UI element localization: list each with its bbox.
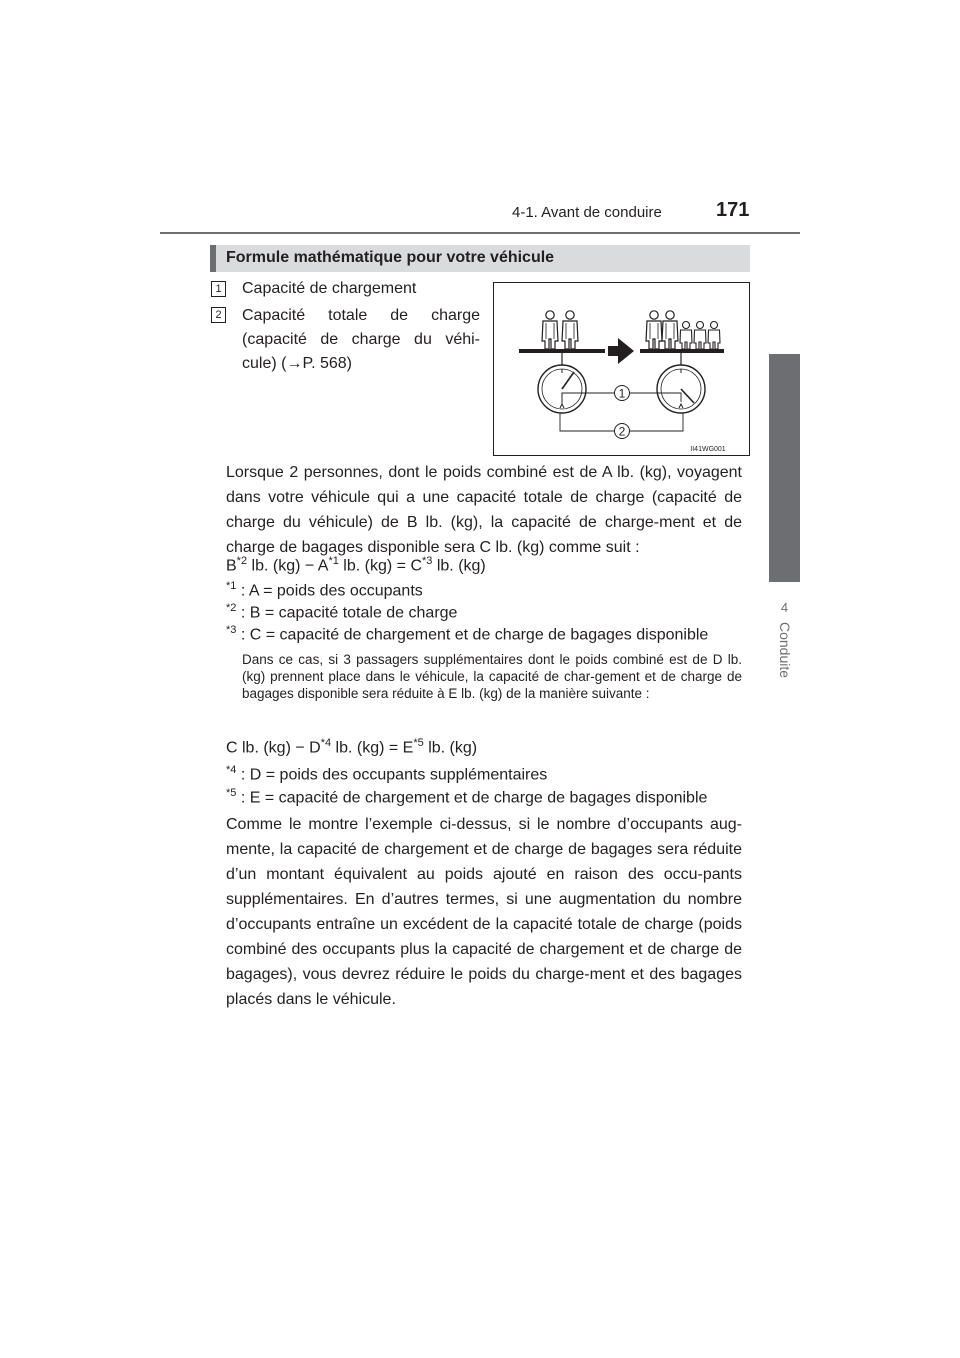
item-1-text: Capacité de chargement <box>242 280 417 297</box>
section-heading-bar <box>210 245 216 272</box>
footnote-5-text: : E = capacité de chargement et de charge de bagages disponible <box>240 789 708 807</box>
formula-2-text-1: C lb. (kg) <box>226 739 296 757</box>
callout-2-label: 2 <box>618 424 626 439</box>
note-paragraph: Dans ce cas, si 3 passagers supplémentaires dont le poids combiné est de D lb. (kg) prennent place dans le véhicule, la capacité de char-gement et de charge de bagages disponible sera réduite à E lb. (kg) de la manière suivante : <box>242 652 742 701</box>
left-scale-gauge-icon <box>538 365 586 413</box>
chapter-number: 4 <box>780 600 789 615</box>
formula-2-sup-5: *5 <box>413 737 424 749</box>
footnote-2-mark: *2 <box>226 602 237 614</box>
footnote-4 <box>226 764 547 784</box>
footnote-1-text: : A = poids des occupants <box>240 582 423 600</box>
right-platform <box>640 349 724 353</box>
formula-1-sup-1: *1 <box>328 555 339 567</box>
footnote-4-mark: *4 <box>226 764 237 776</box>
item-2-text <box>242 304 480 376</box>
right-scale-gauge-icon <box>657 365 705 413</box>
formula-2 <box>226 737 477 757</box>
load-diagram-figure <box>493 282 750 456</box>
section-heading-text: Formule mathématique pour votre véhicule <box>226 249 555 266</box>
page-number: 171 <box>716 199 750 221</box>
formula-1 <box>226 555 486 575</box>
footnote-3-mark: *3 <box>226 624 237 636</box>
two-occupants-icon <box>542 311 578 349</box>
formula-2-text-2: lb. (kg) = E <box>331 739 414 757</box>
section-heading <box>210 245 750 272</box>
formula-1-a: A <box>314 557 329 575</box>
item-2-number: 2 <box>211 307 226 323</box>
formula-1-sup-2: *2 <box>236 555 248 567</box>
formula-2-sup-4: *4 <box>320 737 332 749</box>
formula-2-d: D <box>304 739 321 757</box>
formula-1-b: B <box>226 557 237 575</box>
arrow-right-icon <box>608 338 634 364</box>
formula-1-minus: − <box>304 557 315 575</box>
footnote-1 <box>226 580 423 600</box>
footnote-5 <box>226 787 707 807</box>
chapter-tab <box>769 354 800 582</box>
header-rule <box>160 232 800 234</box>
footnote-2 <box>226 602 457 622</box>
item-2-line-2: (capacité de charge du véhi- <box>242 331 480 348</box>
figure-code: II41WG001 <box>690 446 726 453</box>
paragraph-2: Comme le montre l’exemple ci-dessus, si le nombre d’occupants aug-mente, la capacité de chargement et de charge de bagages sera réduite d’un montant équivalent au poids ajouté en raison des occu-pants supplémentaires. En d’autres termes, si une augmentation du nombre d’occupants entraîne un excédent de la capacité totale de charge (poids combiné des occupants plus la capacité de chargement et de charge de bagages), vous devrez réduire le poids du charge-ment et des bagages placés dans le véhicule. <box>226 816 742 1008</box>
item-2-line-1: Capacité totale de charge <box>242 307 480 324</box>
header-section-title: 4-1. Avant de conduire <box>512 204 662 221</box>
footnote-3-text: : C = capacité de chargement et de charge de bagages disponible <box>240 626 709 644</box>
formula-2-text-3: lb. (kg) <box>423 739 478 757</box>
five-occupants-icon <box>646 311 720 349</box>
footnote-5-mark: *5 <box>226 787 237 799</box>
formula-2-minus: − <box>295 739 305 757</box>
footnote-3 <box>226 624 708 644</box>
chapter-label <box>766 618 804 682</box>
formula-1-text-2: lb. (kg) = C <box>338 557 422 575</box>
formula-1-text-3: lb. (kg) <box>432 557 486 575</box>
paragraph-1: Lorsque 2 personnes, dont le poids combiné est de A lb. (kg), voyagent dans votre véhicule qui a une capacité totale de charge (capacité de charge du véhicule) de B lb. (kg), la capacité de charge-ment et de charge de bagages disponible sera C lb. (kg) comme suit : <box>226 464 742 556</box>
footnote-1-mark: *1 <box>226 580 237 592</box>
item-2-line-3: cule) (→P. 568) <box>242 355 352 372</box>
load-diagram <box>494 283 749 455</box>
item-1-number: 1 <box>211 281 226 297</box>
formula-1-text-1: lb. (kg) <box>247 557 305 575</box>
callout-1-label: 1 <box>618 386 626 401</box>
chapter-label-text: Conduite <box>777 621 793 679</box>
formula-1-sup-3: *3 <box>422 555 433 567</box>
footnote-2-text: : B = capacité totale de charge <box>240 604 458 622</box>
footnote-4-text: : D = poids des occupants supplémentaires <box>240 766 548 784</box>
left-platform <box>519 349 605 353</box>
